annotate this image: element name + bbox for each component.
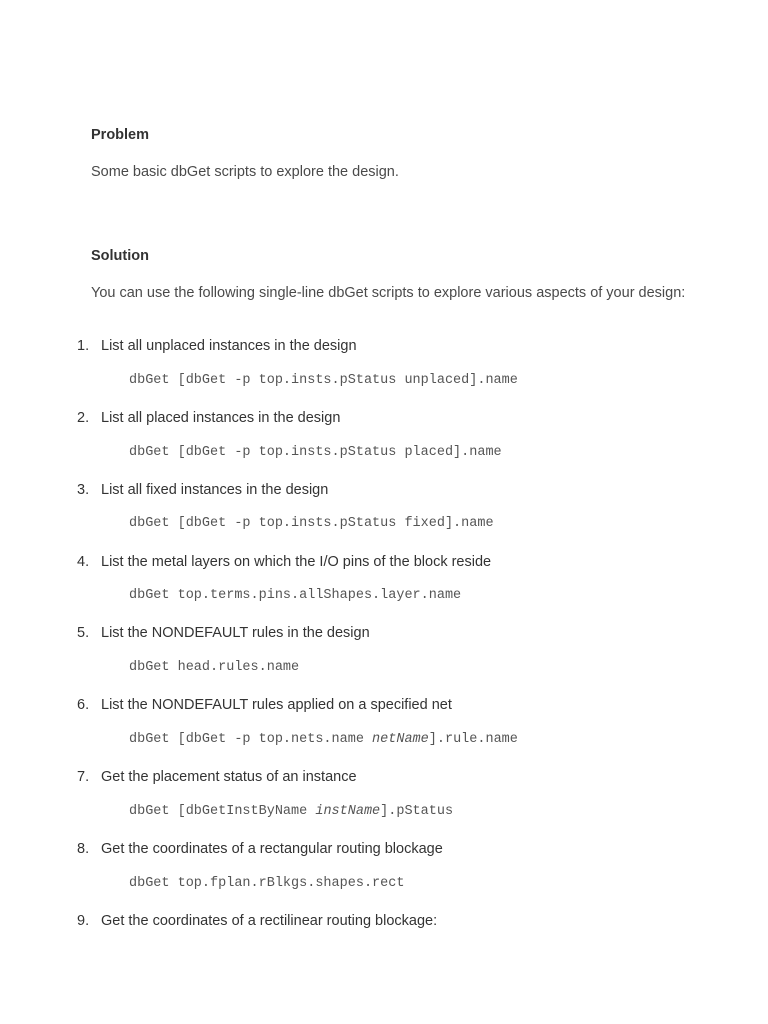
list-item <box>0 338 768 358</box>
step-text: Get the placement status of an instance <box>101 769 357 785</box>
list-item <box>0 554 768 574</box>
code-line <box>129 516 494 531</box>
code-text: dbGet [dbGetInstByName <box>129 804 316 819</box>
code-line <box>129 876 404 891</box>
code-text-tail: ].rule.name <box>428 732 518 747</box>
step-text: List the NONDEFAULT rules in the design <box>101 625 370 641</box>
step-text: Get the coordinates of a rectangular routing blockage <box>101 841 443 857</box>
code-text: dbGet head.rules.name <box>129 660 300 675</box>
code-line <box>129 660 299 675</box>
code-line <box>129 588 461 603</box>
list-item <box>0 410 768 430</box>
solution-intro: You can use the following single-line dbGet scripts to explore various aspects of your design: <box>91 285 686 301</box>
step-number: 6. <box>77 697 90 713</box>
code-text: dbGet top.terms.pins.allShapes.layer.name <box>129 588 462 603</box>
step-text: List all fixed instances in the design <box>101 482 329 498</box>
list-item <box>0 841 768 861</box>
code-text: dbGet [dbGet -p top.nets.name <box>129 732 373 747</box>
problem-text: Some basic dbGet scripts to explore the design. <box>91 164 399 180</box>
code-text-tail: ].pStatus <box>380 804 454 819</box>
step-text: Get the coordinates of a rectilinear routing blockage: <box>101 913 438 929</box>
code-variable: instName <box>315 804 381 819</box>
code-line <box>129 804 453 819</box>
code-text: dbGet [dbGet -p top.insts.pStatus fixed].name <box>129 516 494 531</box>
list-item <box>0 697 768 717</box>
step-number: 5. <box>77 625 90 641</box>
step-number: 8. <box>77 841 90 857</box>
step-number: 2. <box>77 410 90 426</box>
step-number: 1. <box>77 338 90 354</box>
code-line <box>129 373 518 388</box>
problem-heading: Problem <box>91 127 150 143</box>
list-item <box>0 769 768 789</box>
code-text: dbGet [dbGet -p top.insts.pStatus unplaced].name <box>129 373 518 388</box>
step-number: 4. <box>77 554 90 570</box>
list-item <box>0 482 768 502</box>
step-number: 7. <box>77 769 90 785</box>
code-line <box>129 732 518 747</box>
step-text: List the metal layers on which the I/O pins of the block reside <box>101 554 492 570</box>
step-text: List all unplaced instances in the design <box>101 338 357 354</box>
step-text: List the NONDEFAULT rules applied on a specified net <box>101 697 452 713</box>
step-number: 9. <box>77 913 90 929</box>
list-item <box>0 913 768 933</box>
code-text: dbGet [dbGet -p top.insts.pStatus placed].name <box>129 445 502 460</box>
list-item <box>0 625 768 645</box>
code-text: dbGet top.fplan.rBlkgs.shapes.rect <box>129 876 405 891</box>
code-variable: netName <box>372 732 429 747</box>
step-text: List all placed instances in the design <box>101 410 341 426</box>
code-line <box>129 445 502 460</box>
step-number: 3. <box>77 482 90 498</box>
solution-heading: Solution <box>91 248 149 264</box>
